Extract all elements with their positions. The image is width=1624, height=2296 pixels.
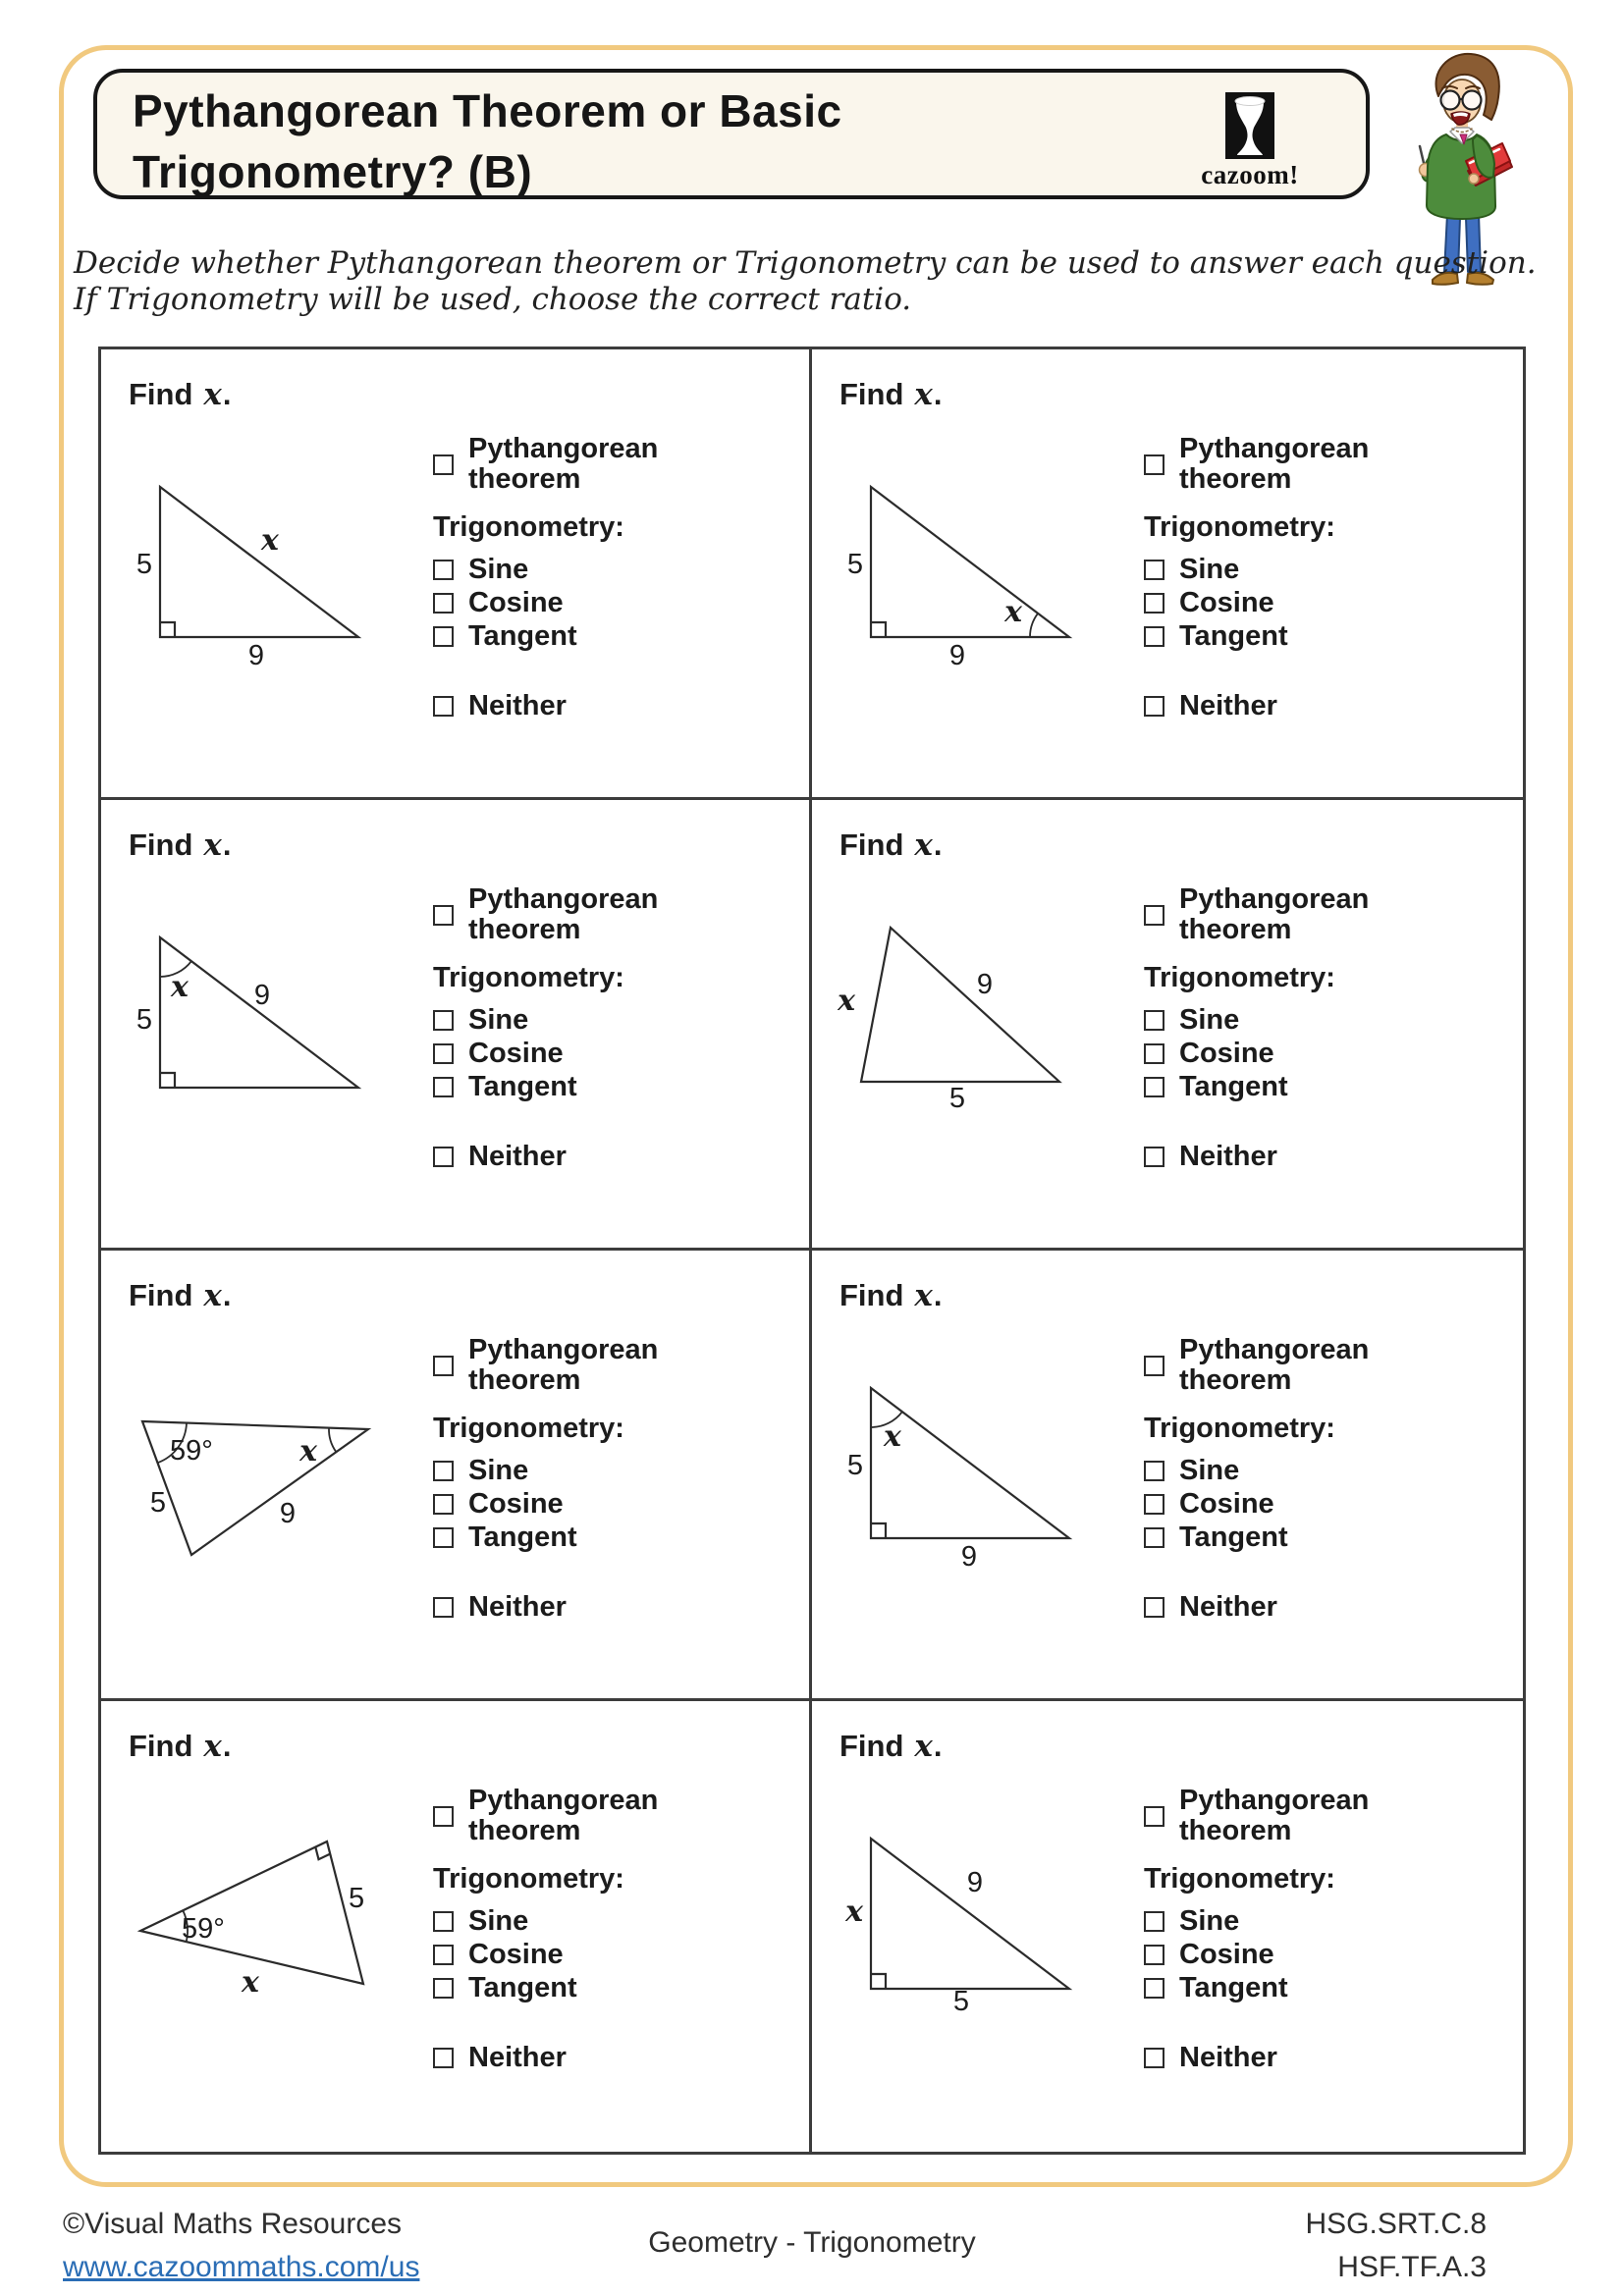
neither-checkbox[interactable] [1144, 1147, 1164, 1167]
tangent-checkbox[interactable] [1144, 1978, 1164, 1999]
side-label: x [242, 1965, 259, 2000]
answer-options: Pythangorean theorem Trigonometry: Sine Cosine Tangent Neither [1144, 1335, 1507, 1623]
tangent-checkbox[interactable] [433, 1077, 454, 1097]
sine-checkbox[interactable] [1144, 560, 1164, 580]
tangent-checkbox[interactable] [433, 1527, 454, 1548]
trigonometry-header: Trigonometry: [1144, 511, 1335, 543]
sine-checkbox[interactable] [433, 1911, 454, 1932]
pythagorean-checkbox[interactable] [1144, 1806, 1164, 1827]
side-label: 9 [279, 1498, 297, 1529]
tangent-checkbox[interactable] [1144, 626, 1164, 647]
neither-checkbox[interactable] [1144, 696, 1164, 717]
cosine-checkbox[interactable] [1144, 1945, 1164, 1965]
angle-label: x [884, 1419, 901, 1454]
question-cell-2 [812, 349, 1523, 800]
title-box [93, 69, 1370, 199]
side-label: x [261, 523, 279, 558]
cosine-checkbox[interactable] [1144, 593, 1164, 614]
neither-checkbox[interactable] [433, 1597, 454, 1618]
side-label: 5 [846, 549, 863, 580]
side-label: 5 [135, 549, 152, 580]
answer-options: Pythangorean theorem Trigonometry: Sine Cosine Tangent Neither [1144, 434, 1507, 721]
trigonometry-header: Trigonometry: [1144, 1863, 1335, 1895]
instructions: Decide whether Pythangorean theorem or Trigonometry can be used to answer each question. If Trigonometry will be used, choose the correct ratio. [74, 245, 1537, 317]
trigonometry-header: Trigonometry: [1144, 962, 1335, 993]
question-cell-4 [812, 800, 1523, 1251]
question-cell-3 [101, 800, 812, 1251]
pythagorean-checkbox[interactable] [433, 454, 454, 475]
neither-checkbox[interactable] [433, 2048, 454, 2068]
angle-label: x [299, 1434, 317, 1468]
sine-checkbox[interactable] [433, 1461, 454, 1481]
sine-checkbox[interactable] [1144, 1911, 1164, 1932]
cosine-checkbox[interactable] [433, 1945, 454, 1965]
page-title: Pythangorean Theorem or Basic Trigonometry? (B) [133, 85, 842, 197]
tangent-checkbox[interactable] [1144, 1527, 1164, 1548]
tangent-checkbox[interactable] [1144, 1077, 1164, 1097]
side-label: x [845, 1895, 863, 1929]
side-label: 5 [846, 1450, 863, 1481]
find-x-prompt: Find x. [839, 377, 943, 412]
footer-standards [1306, 2203, 1488, 2289]
side-label: 9 [247, 640, 265, 671]
angle-label: 59° [170, 1435, 213, 1467]
pythagorean-checkbox[interactable] [433, 905, 454, 926]
tangent-checkbox[interactable] [433, 626, 454, 647]
logo-wordmark: cazoom! [1201, 160, 1299, 189]
trigonometry-header: Trigonometry: [433, 1863, 624, 1895]
pythagorean-checkbox[interactable] [433, 1356, 454, 1376]
copyright-text: ©Visual Maths Resources [63, 2208, 403, 2240]
question-cell-8 [812, 1701, 1523, 2152]
question-cell-1 [101, 349, 812, 800]
side-label: 9 [253, 980, 271, 1011]
side-label: 5 [948, 1083, 966, 1114]
sine-checkbox[interactable] [433, 1010, 454, 1031]
angle-label: x [1004, 595, 1022, 629]
neither-checkbox[interactable] [1144, 2048, 1164, 2068]
find-x-prompt: Find x. [129, 1729, 232, 1764]
sine-checkbox[interactable] [1144, 1010, 1164, 1031]
sine-checkbox[interactable] [433, 560, 454, 580]
answer-options: Pythangorean theorem Trigonometry: Sine Cosine Tangent Neither [1144, 884, 1507, 1172]
find-x-prompt: Find x. [129, 1278, 232, 1313]
neither-checkbox[interactable] [433, 1147, 454, 1167]
pythagorean-checkbox[interactable] [1144, 454, 1164, 475]
answer-options: Pythangorean theorem Trigonometry: Sine Cosine Tangent Neither [433, 434, 796, 721]
side-label: 5 [149, 1487, 166, 1519]
find-x-prompt: Find x. [839, 1278, 943, 1313]
cosine-checkbox[interactable] [1144, 1494, 1164, 1515]
trigonometry-header: Trigonometry: [433, 511, 624, 543]
answer-options: Pythangorean theorem Trigonometry: Sine Cosine Tangent Neither [433, 1335, 796, 1623]
cazoom-link[interactable]: www.cazoommaths.com/us [63, 2251, 420, 2283]
trigonometry-header: Trigonometry: [433, 962, 624, 993]
side-label: 5 [135, 1004, 152, 1036]
pythagorean-checkbox[interactable] [1144, 1356, 1164, 1376]
worksheet-grid [98, 347, 1526, 2155]
angle-label: x [171, 970, 189, 1004]
question-cell-7 [101, 1701, 812, 2152]
angle-label: 59° [182, 1913, 225, 1945]
side-label: 5 [952, 1986, 970, 2017]
find-x-prompt: Find x. [129, 828, 232, 863]
side-label: 9 [948, 640, 966, 671]
neither-checkbox[interactable] [433, 696, 454, 717]
answer-options: Pythangorean theorem Trigonometry: Sine Cosine Tangent Neither [433, 884, 796, 1172]
cosine-checkbox[interactable] [433, 1494, 454, 1515]
side-label: 5 [349, 1883, 365, 1914]
standard-code: HSG.SRT.C.8 [1305, 2208, 1487, 2240]
footer-topic: Geometry - Trigonometry [648, 2226, 976, 2259]
trigonometry-header: Trigonometry: [433, 1413, 624, 1444]
sine-checkbox[interactable] [1144, 1461, 1164, 1481]
tangent-checkbox[interactable] [433, 1978, 454, 1999]
find-x-prompt: Find x. [839, 828, 943, 863]
cosine-checkbox[interactable] [1144, 1043, 1164, 1064]
side-label: 9 [960, 1541, 978, 1573]
question-cell-6 [812, 1251, 1523, 1701]
side-label: x [838, 984, 855, 1018]
answer-options: Pythangorean theorem Trigonometry: Sine Cosine Tangent Neither [433, 1786, 796, 2073]
answer-options: Pythangorean theorem Trigonometry: Sine Cosine Tangent Neither [1144, 1786, 1507, 2073]
cosine-checkbox[interactable] [433, 1043, 454, 1064]
pythagorean-checkbox[interactable] [1144, 905, 1164, 926]
neither-checkbox[interactable] [1144, 1597, 1164, 1618]
pythagorean-checkbox[interactable] [433, 1806, 454, 1827]
side-label: 9 [966, 1867, 984, 1898]
trigonometry-header: Trigonometry: [1144, 1413, 1335, 1444]
find-x-prompt: Find x. [839, 1729, 943, 1764]
cazoom-logo [1191, 92, 1309, 190]
question-cell-5 [101, 1251, 812, 1701]
standard-code: HSF.TF.A.3 [1337, 2251, 1487, 2283]
drum-icon [1225, 92, 1274, 159]
find-x-prompt: Find x. [129, 377, 232, 412]
side-label: 9 [976, 969, 994, 1000]
cosine-checkbox[interactable] [433, 593, 454, 614]
